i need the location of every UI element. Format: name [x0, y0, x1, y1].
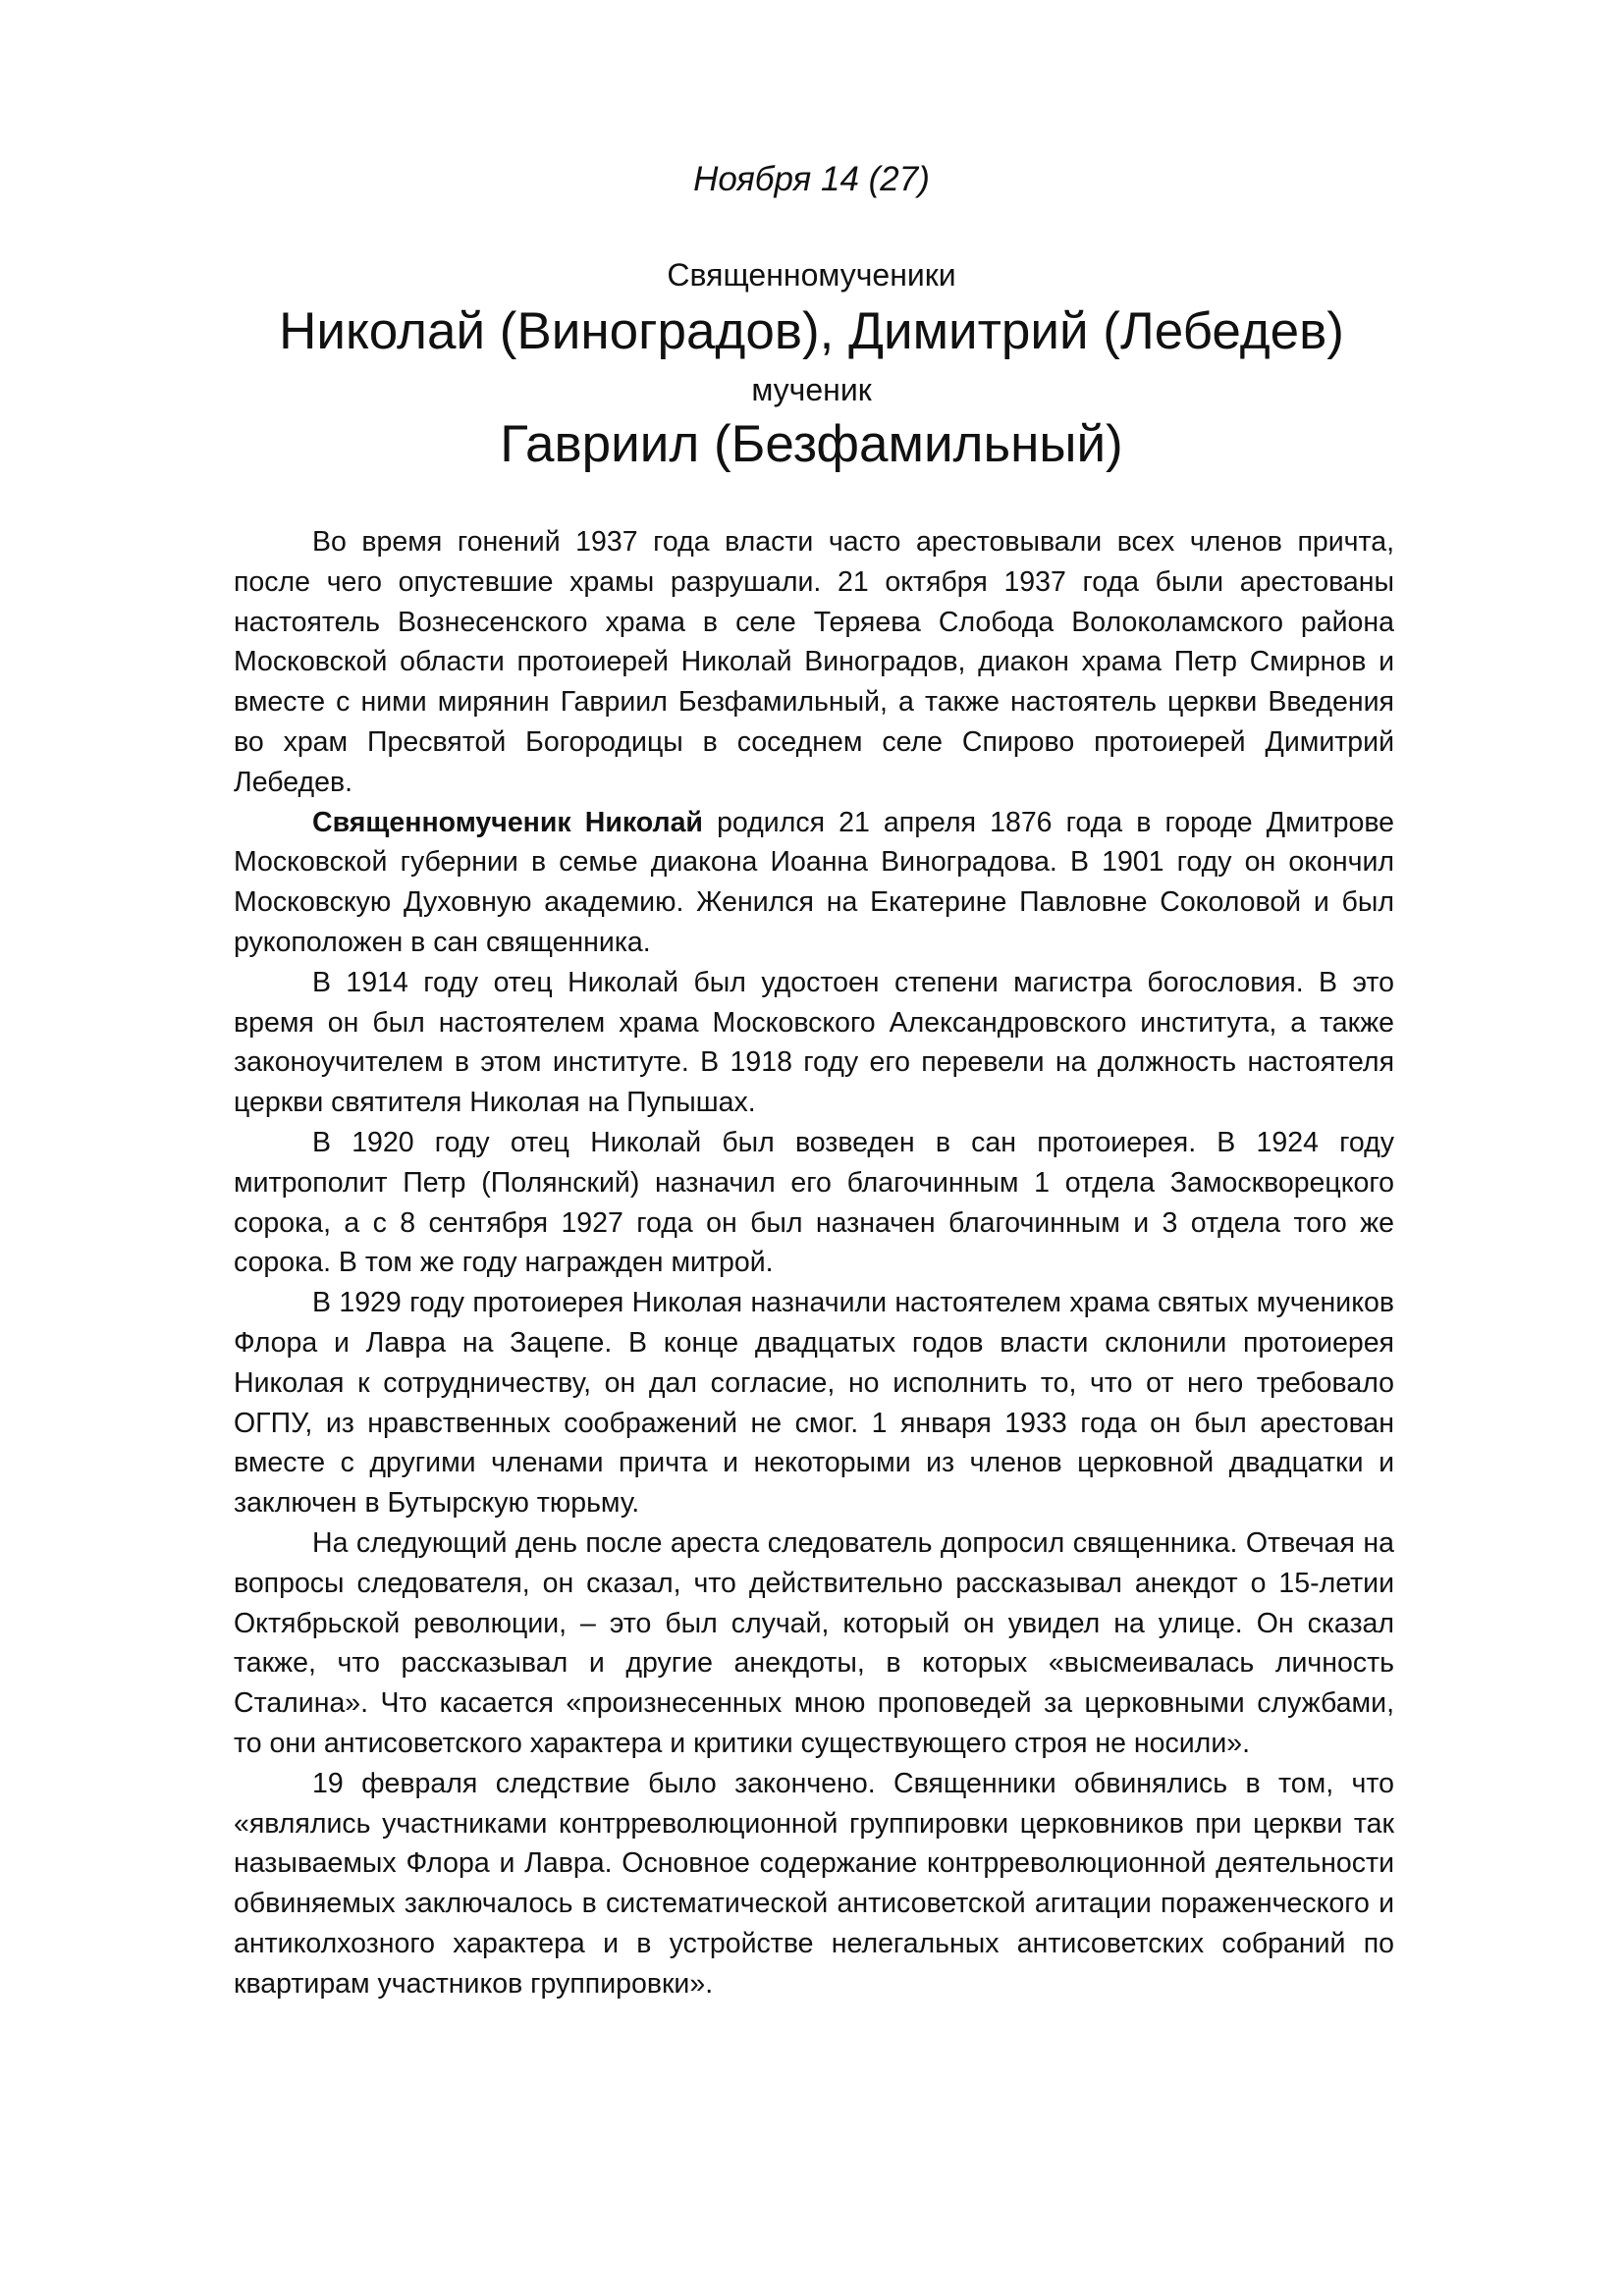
paragraph: [234, 1283, 1394, 1523]
paragraph: [234, 803, 1394, 963]
paragraph-text: Во время гонений 1937 года власти часто арестовывали всех членов причта, после чего опустевшие храмы разрушали. 21 октября 1937 года были арестованы настоятель Вознесенского храма в селе Теряева Слобода Волоколамского района Московской области протоиерей Николай Виноградов, диакон храма Петр Смирнов и вместе с ними мирянин Гавриил Безфамильный, а также настоятель церкви Введения во храм Пресвятой Богородицы в соседнем селе Спирово протоиерей Димитрий Лебедев.: [234, 526, 1394, 798]
paragraph-text: В 1929 году протоиерея Николая назначили настоятелем храма святых мучеников Флора и Лавра на Зацепе. В конце двадцатых годов власти склонили протоиерея Николая к сотрудничеству, он дал согласие, но исполнить то, что от него требовало ОГПУ, из нравственных соображений не смог. 1 января 1933 года он был арестован вместе с другими членами причта и некоторыми из членов церковной двадцатки и заключен в Бутырскую тюрьму.: [234, 1287, 1394, 1520]
paragraph-text: В 1920 году отец Николай был возведен в сан протоиерея. В 1924 году митрополит Петр (Полянский) назначил его благочинным 1 отдела Замоскворецкого сорока, а с 8 сентября 1927 года он был назначен благочинным и 3 отдела того же сорока. В том же году награжден митрой.: [234, 1126, 1394, 1279]
paragraph-text: На следующий день после ареста следователь допросил священника. Отвечая на вопросы следователя, он сказал, что действительно рассказывал анекдот о 15-летии Октябрьской революции, – это был случай, который он увидел на улице. Он сказал также, что рассказывал и другие анекдоты, в которых «высмеивалась личность Сталина». Что касается «произнесенных мною проповедей за церковными службами, то они антисоветского характера и критики существующего строя не носили».: [234, 1526, 1394, 1759]
paragraph-text: 19 февраля следствие было закончено. Священники обвинялись в том, что «являлись участниками контрреволюционной группировки церковников при церкви так называемых Флора и Лавра. Основное содержание контрреволюционной деятельности обвиняемых заключалось в систематической антисоветской агитации пораженческого и антиколхозного характера и в устройстве нелегальных антисоветских собраний по квартирам участников группировки».: [234, 1767, 1394, 2000]
martyr-name-heading: Гавриил (Безфамильный): [500, 415, 1123, 473]
paragraph: [234, 963, 1394, 1123]
paragraph: [234, 1764, 1394, 2004]
paragraph: [234, 1523, 1394, 1764]
rank-label-hieromartyrs: Священномученики: [667, 257, 956, 293]
paragraph-lead: Священномученик Николай: [312, 806, 703, 838]
paragraph: [234, 1123, 1394, 1283]
paragraph-text: В 1914 году отец Николай был удостоен степени магистра богословия. В это время он был настоятелем храма Московского Александровского института, а также законоучителем в этом институте. В 1918 году его перевели на должность настоятеля церкви святителя Николая на Пупышах.: [234, 966, 1394, 1119]
feast-date: Ноября 14 (27): [693, 160, 930, 198]
paragraph: [234, 522, 1394, 803]
rank-label-martyr: мученик: [751, 372, 872, 407]
paragraph-text: родился 21 апреля 1876 года в городе Дмитрове Московской губернии в семье диакона Иоанна Виноградова. В 1901 году он окончил Московскую Духовную академию. Женился на Екатерине Павловне Соколовой и был рукоположен в сан священника.: [234, 806, 1395, 958]
saints-names-heading: Николай (Виноградов), Димитрий (Лебедев): [279, 302, 1344, 360]
document-body: [234, 522, 1394, 2003]
